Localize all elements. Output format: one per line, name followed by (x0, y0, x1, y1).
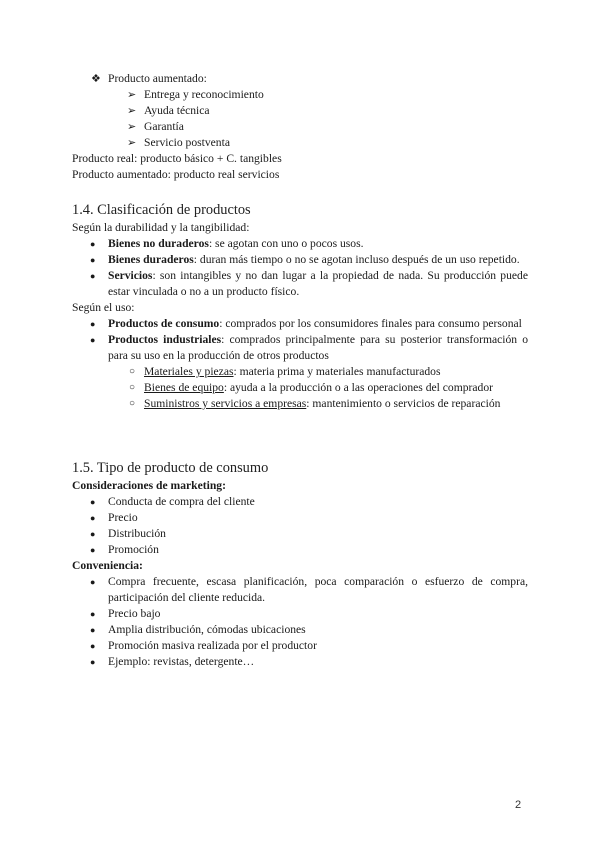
list-item (72, 654, 528, 670)
dot-bullet-icon: ● (90, 641, 96, 651)
list-item (72, 71, 528, 87)
section-heading: 1.4. Clasificación de productos (72, 202, 251, 218)
list-item-text: Servicio postventa (144, 136, 230, 149)
diamond-bullet-icon: ❖ (91, 73, 101, 85)
dot-bullet-icon: ● (90, 255, 96, 265)
dot-bullet-icon: ● (90, 271, 96, 281)
list-item (72, 606, 528, 622)
list-item (72, 526, 528, 542)
list-item-text: Entrega y reconocimiento (144, 88, 264, 101)
dot-bullet-icon: ● (90, 529, 96, 539)
dot-bullet-icon: ● (90, 577, 96, 587)
list-item (72, 316, 528, 332)
arrow-bullet-icon: ➢ (127, 137, 137, 149)
paragraph: Según la durabilidad y la tangibilidad: (72, 221, 250, 234)
list-item-text: Distribución (108, 527, 166, 540)
definition: : comprados por los consumidores finales para consumo personal (219, 317, 522, 330)
label-text: Consideraciones de marketing: (72, 479, 226, 492)
term: Servicios (108, 269, 153, 282)
list-item-text: Ayuda técnica (144, 104, 210, 117)
list-item (72, 87, 528, 103)
dot-bullet-icon: ● (90, 319, 96, 329)
list-item (72, 510, 528, 526)
definition: : mantenimiento o servicios de reparación (306, 397, 501, 410)
list-item-text: Promoción (108, 543, 159, 556)
list-item-text: Precio (108, 511, 138, 524)
paragraph: Producto aumentado: producto real servicios (72, 168, 280, 181)
label-text: Conveniencia: (72, 559, 143, 572)
list-item (72, 103, 528, 119)
list-item-text: Amplia distribución, cómodas ubicaciones (108, 623, 306, 636)
list-item (72, 332, 528, 364)
dot-bullet-icon: ● (90, 239, 96, 249)
list-item (72, 268, 528, 300)
term: Bienes no duraderos (108, 237, 209, 250)
list-item (72, 638, 528, 654)
circle-bullet-icon: ○ (129, 366, 136, 377)
list-item-text: Conducta de compra del cliente (108, 495, 255, 508)
bold-label (72, 558, 528, 574)
list-item (72, 135, 528, 151)
list-item-text: Precio bajo (108, 607, 161, 620)
list-item (72, 574, 528, 606)
section-1-4 (72, 200, 528, 412)
page-number: 2 (515, 799, 522, 811)
list-item (72, 494, 528, 510)
term: Bienes de equipo (144, 381, 224, 394)
sub-list-item (72, 364, 528, 380)
dot-bullet-icon: ● (90, 657, 96, 667)
list-item (72, 622, 528, 638)
list-item-text: Promoción masiva realizada por el productor (108, 639, 317, 652)
dot-bullet-icon: ● (90, 625, 96, 635)
list-item-text: Producto aumentado: (108, 72, 207, 85)
term: Productos de consumo (108, 317, 220, 330)
section-heading: 1.5. Tipo de producto de consumo (72, 460, 269, 476)
term: Suministros y servicios a empresas (144, 397, 307, 410)
circle-bullet-icon: ○ (129, 382, 136, 393)
dot-bullet-icon: ● (90, 497, 96, 507)
list-item-text: Ejemplo: revistas, detergente… (108, 655, 255, 668)
arrow-bullet-icon: ➢ (127, 121, 137, 133)
list-item-text: Garantía (144, 120, 184, 133)
list-item-text: Compra frecuente, escasa planificación, poca comparación o esfuerzo de compra, participación del cliente reducida. (108, 575, 528, 604)
sub-list-item (72, 380, 528, 396)
term: Materiales y piezas (144, 365, 234, 378)
definition: : ayuda a la producción o a las operaciones del comprador (223, 381, 493, 394)
sub-list-item (72, 396, 528, 412)
term: Bienes duraderos (108, 253, 194, 266)
list-item (72, 119, 528, 135)
intro-block (72, 71, 528, 183)
dot-bullet-icon: ● (90, 609, 96, 619)
paragraph: Según el uso: (72, 301, 135, 314)
paragraph: Producto real: producto básico + C. tangibles (72, 152, 282, 165)
definition: : se agotan con uno o pocos usos. (208, 237, 364, 250)
list-item (72, 542, 528, 558)
definition: : son intangibles y no dan lugar a la propiedad de nada. Su producción puede estar vinculada o no a un producto físico. (108, 269, 528, 298)
dot-bullet-icon: ● (90, 335, 96, 345)
dot-bullet-icon: ● (90, 545, 96, 555)
dot-bullet-icon: ● (90, 513, 96, 523)
bold-label (72, 478, 528, 494)
list-item (72, 252, 528, 268)
circle-bullet-icon: ○ (129, 398, 136, 409)
list-item (72, 236, 528, 252)
definition: : duran más tiempo o no se agotan incluso después de un uso repetido. (193, 253, 520, 266)
arrow-bullet-icon: ➢ (127, 89, 137, 101)
section-1-5 (72, 458, 528, 670)
term: Productos industriales (108, 333, 222, 346)
definition: : comprados principalmente para su posterior transformación o para su uso en la producción de otros productos (108, 333, 528, 362)
definition: : materia prima y materiales manufacturados (233, 365, 441, 378)
arrow-bullet-icon: ➢ (127, 105, 137, 117)
